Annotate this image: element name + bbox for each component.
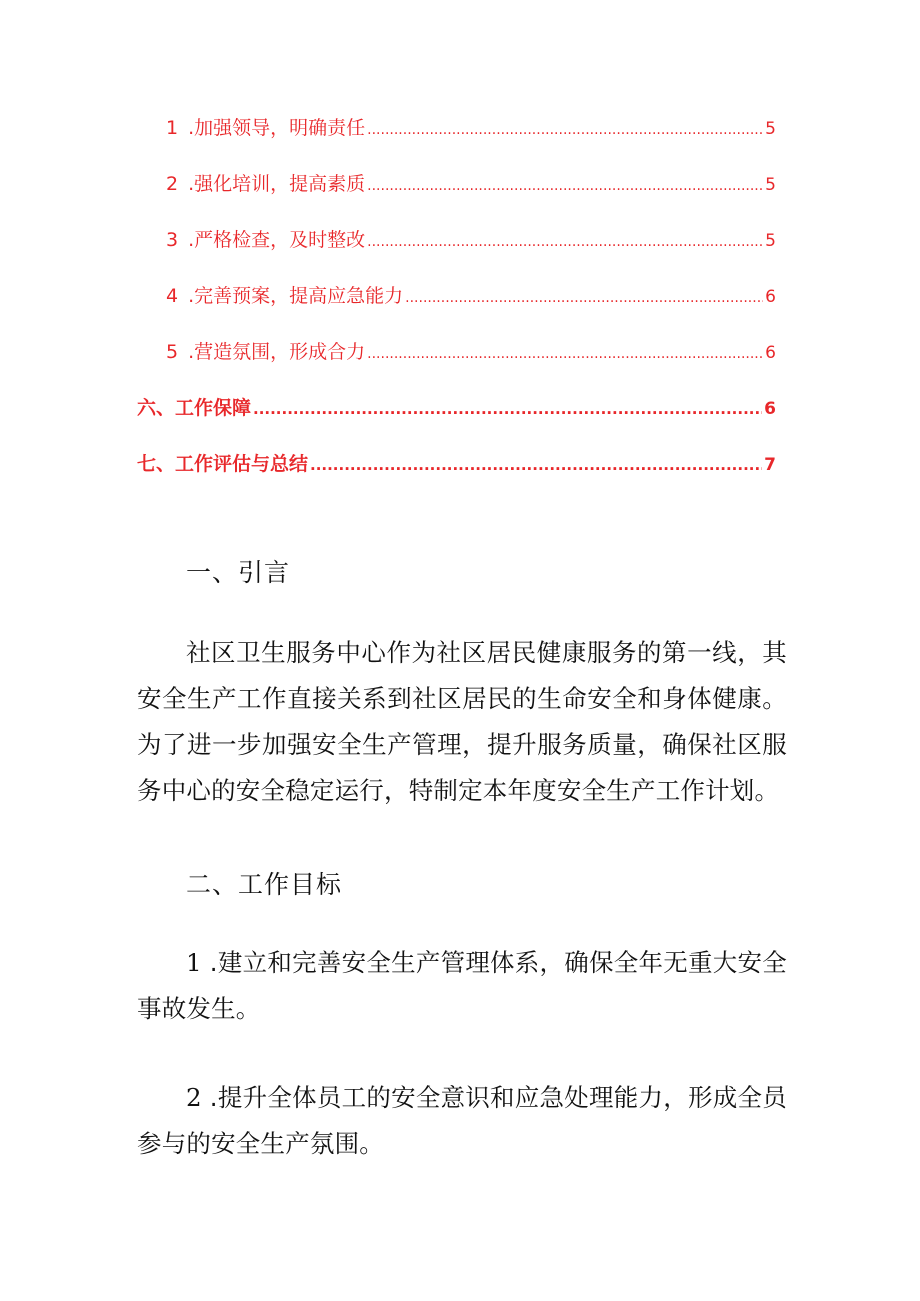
toc-section-entry[interactable] [137, 449, 776, 476]
section-heading-goals: 二、工作目标 [186, 870, 343, 899]
toc-page-number: 5 [765, 119, 776, 139]
toc-page-number: 7 [764, 455, 776, 475]
toc-section-title: 六、工作保障 [137, 397, 252, 419]
toc-page-number: 6 [765, 343, 776, 363]
toc-entry-number: 5 [166, 341, 179, 363]
toc-dot-leader [310, 453, 762, 475]
toc-dot-leader [367, 341, 763, 363]
goal-number: 1 [186, 948, 202, 977]
toc-dot-leader [367, 173, 763, 195]
toc-entry-title: .加强领导，明确责任 [188, 117, 366, 139]
goal-number: 2 [186, 1083, 202, 1112]
toc-entry[interactable] [166, 225, 776, 252]
toc-section-entry[interactable] [137, 393, 776, 420]
toc-entry-title: .严格检查，及时整改 [188, 229, 366, 251]
toc-entry-number: 2 [166, 173, 179, 195]
toc-entry-title: .完善预案，提高应急能力 [188, 285, 404, 307]
toc-dot-leader [367, 117, 763, 139]
toc-dot-leader [253, 397, 762, 419]
goal-item [137, 940, 787, 1032]
toc-entry[interactable] [166, 169, 776, 196]
toc-entry[interactable] [166, 281, 776, 308]
toc-page-number: 5 [765, 231, 776, 251]
toc-page-number: 6 [765, 287, 776, 307]
toc-entry[interactable] [166, 337, 776, 364]
toc-page-number: 5 [765, 175, 776, 195]
toc-dot-leader [405, 285, 763, 307]
toc-section-title: 七、工作评估与总结 [137, 453, 309, 475]
toc-entry-title: .营造氛围，形成合力 [188, 341, 366, 363]
toc-entry-number: 3 [166, 229, 179, 251]
intro-paragraph: 社区卫生服务中心作为社区居民健康服务的第一线，其安全生产工作直接关系到社区居民的生命安全和身体健康。为了进一步加强安全生产管理，提升服务质量，确保社区服务中心的安全稳定运行，特制定本年度安全生产工作计划。 [137, 638, 787, 805]
toc-entry-number: 1 [166, 117, 179, 139]
goal-item [137, 1075, 787, 1167]
toc-entry[interactable] [166, 113, 776, 140]
toc-entry-title: .强化培训，提高素质 [188, 173, 366, 195]
toc-dot-leader [367, 229, 763, 251]
toc-entry-number: 4 [166, 285, 179, 307]
goal-text: .提升全体员工的安全意识和应急处理能力，形成全员参与的安全生产氛围。 [137, 1083, 787, 1158]
toc-page-number: 6 [764, 399, 776, 419]
section-heading-introduction: 一、引言 [186, 558, 291, 587]
goal-text: .建立和完善安全生产管理体系，确保全年无重大安全事故发生。 [137, 948, 787, 1023]
